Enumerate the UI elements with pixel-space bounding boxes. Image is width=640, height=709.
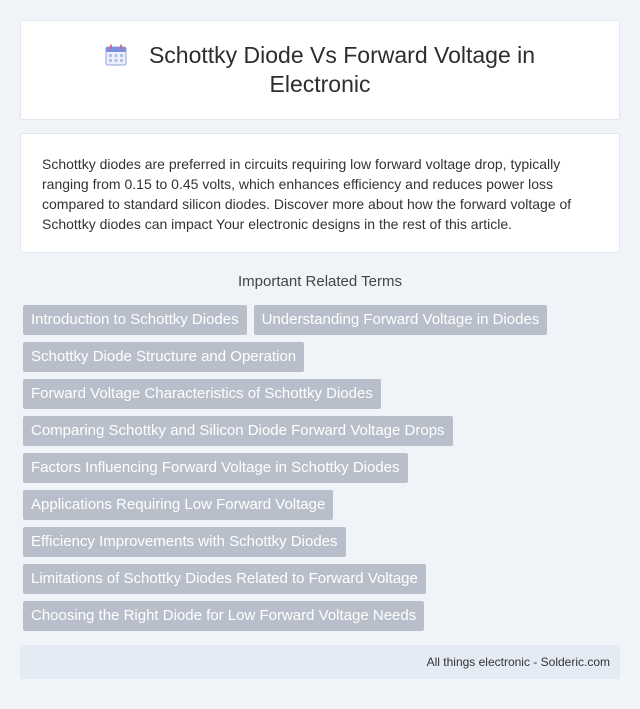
tag-row bbox=[23, 379, 623, 416]
tag-row bbox=[23, 601, 623, 638]
intro-card bbox=[20, 133, 620, 253]
tag-structure-and-operation[interactable]: Schottky Diode Structure and Operation bbox=[23, 342, 304, 372]
tag-applications-low-forward-voltage[interactable]: Applications Requiring Low Forward Voltage bbox=[23, 490, 333, 520]
related-terms-list bbox=[23, 305, 623, 638]
related-terms-heading: Important Related Terms bbox=[238, 273, 402, 290]
calendar-icon bbox=[105, 44, 127, 66]
tag-limitations-of-schottky-diodes[interactable]: Limitations of Schottky Diodes Related to Forward Voltage bbox=[23, 564, 426, 594]
page-title-wrapper bbox=[70, 41, 570, 99]
page-title: Schottky Diode Vs Forward Voltage in Electronic bbox=[148, 42, 536, 97]
footer-text: All things electronic - Solderic.com bbox=[426, 655, 610, 669]
tag-row bbox=[23, 490, 623, 527]
tag-row bbox=[23, 527, 623, 564]
tag-row bbox=[23, 305, 623, 342]
header-card bbox=[20, 20, 620, 120]
tag-introduction-to-schottky-diodes[interactable]: Introduction to Schottky Diodes bbox=[23, 305, 247, 335]
tag-understanding-forward-voltage[interactable]: Understanding Forward Voltage in Diodes bbox=[254, 305, 548, 335]
tag-comparing-schottky-silicon[interactable]: Comparing Schottky and Silicon Diode Forward Voltage Drops bbox=[23, 416, 453, 446]
tag-factors-influencing-forward-voltage[interactable]: Factors Influencing Forward Voltage in Schottky Diodes bbox=[23, 453, 408, 483]
tag-row bbox=[23, 453, 623, 490]
tag-row bbox=[23, 342, 623, 379]
tag-efficiency-improvements[interactable]: Efficiency Improvements with Schottky Diodes bbox=[23, 527, 346, 557]
tag-choosing-the-right-diode[interactable]: Choosing the Right Diode for Low Forward Voltage Needs bbox=[23, 601, 424, 631]
tag-row bbox=[23, 416, 623, 453]
intro-text: Schottky diodes are preferred in circuits requiring low forward voltage drop, typically ranging from 0.15 to 0.45 volts, which enhances efficiency and reduces power loss compared to standard silicon diodes. Discover more about how the forward voltage of Schottky diodes can impact Your electronic designs in the rest of this article. bbox=[42, 156, 572, 232]
tag-forward-voltage-characteristics[interactable]: Forward Voltage Characteristics of Schottky Diodes bbox=[23, 379, 381, 409]
tag-row bbox=[23, 564, 623, 601]
footer bbox=[20, 645, 620, 679]
